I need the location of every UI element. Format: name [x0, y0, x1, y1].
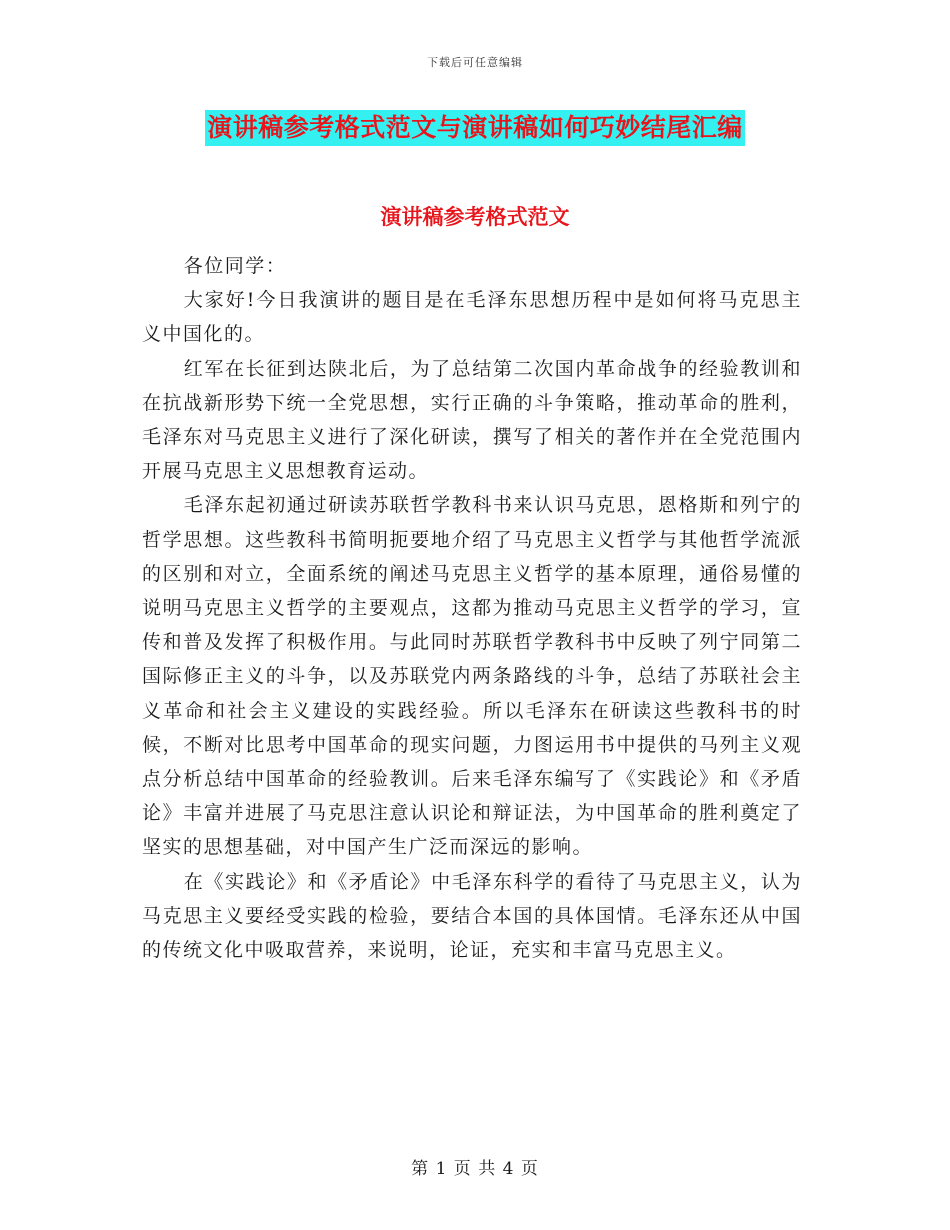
document-body [142, 249, 802, 967]
page-number-footer: 第 1 页 共 4 页 [411, 1159, 539, 1179]
paragraph: 在《实践论》和《矛盾论》中毛泽东科学的看待了马克思主义，认为马克思主义要经受实践的检验，要结合本国的具体国情。毛泽东还从中国的传统文化中吸取营养，来说明，论证，充实和丰富马克思主义。 [142, 870, 802, 962]
paragraph-greeting: 各位同学： [183, 255, 287, 277]
document-title-text: 演讲稿参考格式范文与演讲稿如何巧妙结尾汇编 [205, 110, 745, 146]
document-title [0, 110, 950, 146]
section-title: 演讲稿参考格式范文 [380, 204, 570, 229]
paragraph: 毛泽东起初通过研读苏联哲学教科书来认识马克思，恩格斯和列宁的哲学思想。这些教科书简明扼要地介绍了马克思主义哲学与其他哲学流派的区别和对立，全面系统的阐述马克思主义哲学的基本原理，通俗易懂的说明马克思主义哲学的主要观点，这都为推动马克思主义哲学的学习，宣传和普及发挥了积极作用。与此同时苏联哲学教科书中反映了列宁同第二国际修正主义的斗争，以及苏联党内两条路线的斗争，总结了苏联社会主义革命和社会主义建设的实践经验。所以毛泽东在研读这些教科书的时候，不断对比思考中国革命的现实问题，力图运用书中提供的马列主义观点分析总结中国革命的经验教训。后来毛泽东编写了《实践论》和《矛盾论》丰富并进展了马克思注意认识论和辩证法，为中国革命的胜利奠定了坚实的思想基础，对中国产生广泛而深远的影响。 [142, 494, 802, 859]
paragraph-intro: 大家好!今日我演讲的题目是在毛泽东思想历程中是如何将马克思主义中国化的。 [142, 289, 802, 346]
header-note: 下载后可任意编辑 [427, 56, 523, 69]
paragraph: 红军在长征到达陕北后，为了总结第二次国内革命战争的经验教训和在抗战新形势下统一全党思想，实行正确的斗争策略，推动革命的胜利，毛泽东对马克思主义进行了深化研读，撰写了相关的著作并在全党范围内开展马克思主义思想教育运动。 [142, 357, 802, 483]
